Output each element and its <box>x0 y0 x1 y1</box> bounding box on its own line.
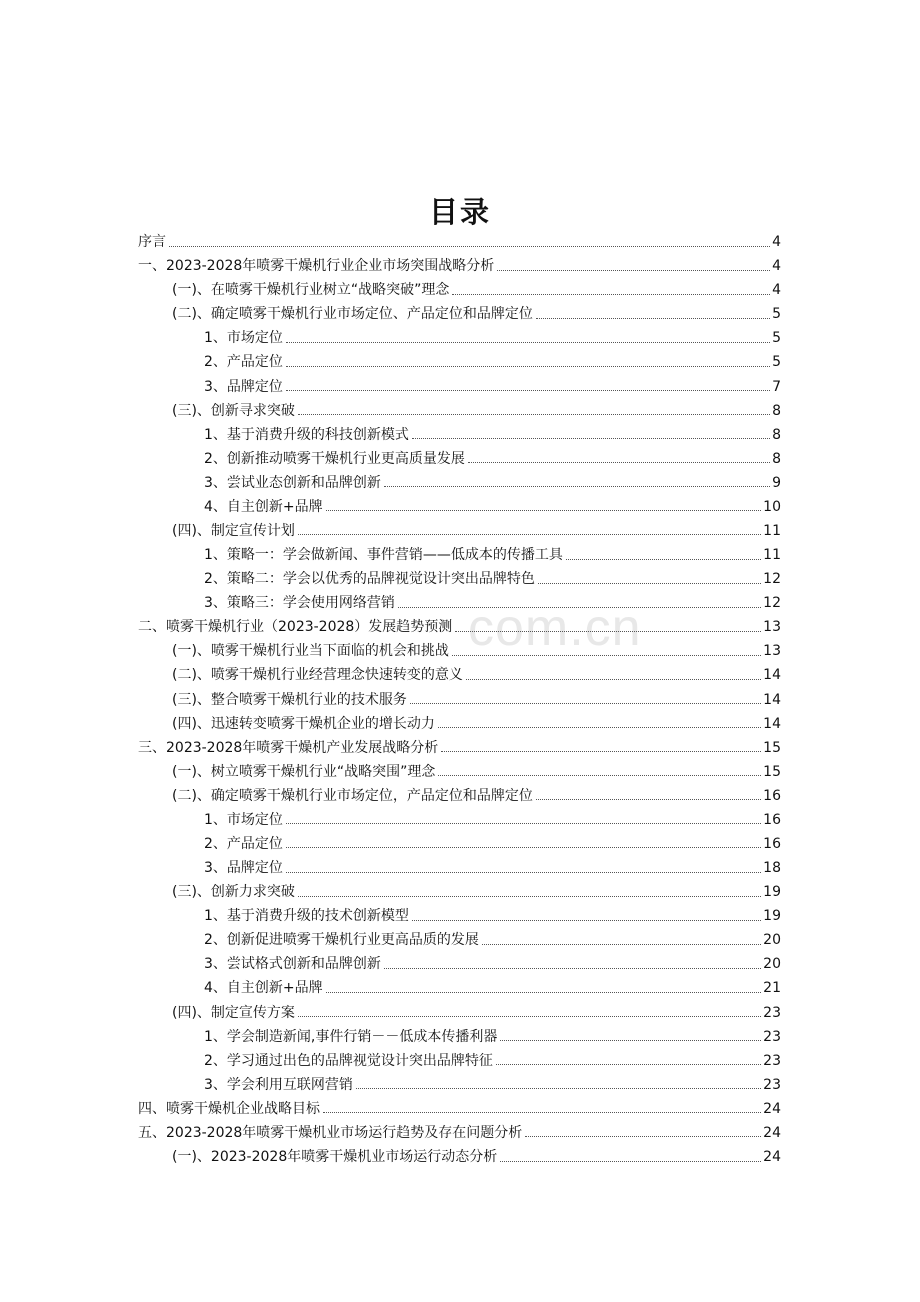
toc-entry-page-number: 20 <box>763 956 781 973</box>
toc-entry-label: 2、创新推动喷雾干燥机行业更高质量发展 <box>204 450 465 467</box>
toc-entry-page-number: 20 <box>763 932 781 949</box>
toc-leader-dots <box>286 823 761 824</box>
toc-entry-page-number: 24 <box>763 1100 781 1117</box>
toc-leader-dots <box>384 486 770 487</box>
toc-leader-dots <box>298 1016 761 1017</box>
toc-entry-page-number: 8 <box>772 402 781 419</box>
toc-entry[interactable] <box>138 350 781 374</box>
page-title: 目录 <box>428 195 491 229</box>
toc-entry-label: 4、自主创新+品牌 <box>204 980 323 997</box>
toc-leader-dots <box>566 559 761 560</box>
toc-entry-page-number: 24 <box>763 1124 781 1141</box>
toc-entry-page-number: 11 <box>763 522 781 539</box>
toc-leader-dots <box>452 655 761 656</box>
toc-leader-dots <box>497 270 770 271</box>
toc-entry[interactable] <box>138 1121 781 1145</box>
toc-entry-page-number: 9 <box>772 474 781 491</box>
toc-entry-page-number: 4 <box>772 258 781 275</box>
toc-leader-dots <box>286 872 761 873</box>
toc-leader-dots <box>500 1040 761 1041</box>
toc-entry[interactable] <box>138 447 781 471</box>
toc-leader-dots <box>412 920 761 921</box>
toc-entry-label: (一)、喷雾干燥机行业当下面临的机会和挑战 <box>172 643 449 660</box>
toc-entry[interactable] <box>138 976 781 1000</box>
toc-entry-label: 3、策略三：学会使用网络营销 <box>204 595 395 612</box>
toc-entry-label: 三、2023-2028年喷雾干燥机产业发展战略分析 <box>138 739 439 756</box>
toc-leader-dots <box>496 1064 761 1065</box>
toc-leader-dots <box>438 727 761 728</box>
toc-entry[interactable] <box>138 1001 781 1025</box>
toc-entry[interactable] <box>138 1025 781 1049</box>
toc-entry[interactable] <box>138 254 781 278</box>
table-of-contents <box>138 230 781 1169</box>
toc-entry-label: 1、学会制造新闻,事件行销－－低成本传播利器 <box>204 1028 498 1045</box>
toc-entry[interactable] <box>138 374 781 398</box>
toc-entry[interactable] <box>138 1049 781 1073</box>
toc-entry-label: (一)、树立喷雾干燥机行业“战略突围”理念 <box>172 763 436 780</box>
toc-entry-label: 1、基于消费升级的科技创新模式 <box>204 426 409 443</box>
toc-entry[interactable] <box>138 952 781 976</box>
toc-leader-dots <box>286 366 770 367</box>
toc-entry-page-number: 12 <box>763 595 781 612</box>
toc-leader-dots <box>286 342 770 343</box>
toc-entry[interactable] <box>138 567 781 591</box>
toc-entry-page-number: 11 <box>763 547 781 564</box>
toc-entry-page-number: 23 <box>763 1076 781 1093</box>
toc-entry-page-number: 15 <box>763 739 781 756</box>
toc-entry-label: (一)、在喷雾干燥机行业树立“战略突破”理念 <box>172 282 450 299</box>
toc-entry[interactable] <box>138 687 781 711</box>
toc-leader-dots <box>384 968 761 969</box>
toc-entry-label: 1、基于消费升级的技术创新模型 <box>204 908 409 925</box>
toc-leader-dots <box>298 896 761 897</box>
toc-entry-page-number: 12 <box>763 571 781 588</box>
toc-leader-dots <box>468 462 770 463</box>
toc-leader-dots <box>482 944 761 945</box>
toc-leader-dots <box>326 992 762 993</box>
toc-entry-page-number: 21 <box>763 980 781 997</box>
toc-leader-dots <box>286 390 770 391</box>
toc-entry-label: 2、产品定位 <box>204 354 283 371</box>
toc-entry-page-number: 23 <box>763 1004 781 1021</box>
toc-entry-page-number: 19 <box>763 908 781 925</box>
toc-entry-page-number: 4 <box>772 282 781 299</box>
toc-leader-dots <box>536 799 761 800</box>
watermark-text: com.cn <box>468 599 642 657</box>
toc-entry-label: 1、市场定位 <box>204 811 283 828</box>
toc-entry-page-number: 13 <box>763 643 781 660</box>
toc-entry-label: 序言 <box>138 234 166 251</box>
toc-leader-dots <box>452 294 770 295</box>
toc-entry-label: (三)、整合喷雾干燥机行业的技术服务 <box>172 691 407 708</box>
toc-entry-label: 2、策略二：学会以优秀的品牌视觉设计突出品牌特色 <box>204 571 535 588</box>
toc-entry[interactable] <box>138 495 781 519</box>
toc-entry-page-number: 13 <box>763 619 781 636</box>
toc-entry-page-number: 19 <box>763 884 781 901</box>
toc-entry[interactable] <box>138 471 781 495</box>
toc-entry[interactable] <box>138 904 781 928</box>
toc-entry-page-number: 15 <box>763 763 781 780</box>
toc-entry[interactable] <box>138 1097 781 1121</box>
toc-entry-label: (四)、制定宣传方案 <box>172 1004 295 1021</box>
toc-entry-page-number: 16 <box>763 787 781 804</box>
toc-entry[interactable] <box>138 230 781 254</box>
toc-entry[interactable] <box>138 856 781 880</box>
toc-entry-page-number: 10 <box>763 498 781 515</box>
toc-entry-label: (四)、制定宣传计划 <box>172 522 295 539</box>
toc-entry[interactable] <box>138 808 781 832</box>
toc-leader-dots <box>536 318 770 319</box>
toc-entry[interactable] <box>138 399 781 423</box>
toc-entry-label: (二)、确定喷雾干燥机行业市场定位，产品定位和品牌定位 <box>172 787 533 804</box>
toc-entry[interactable] <box>138 302 781 326</box>
toc-entry-label: (二)、确定喷雾干燥机行业市场定位、产品定位和品牌定位 <box>172 306 533 323</box>
toc-leader-dots <box>326 510 762 511</box>
toc-entry[interactable] <box>138 784 781 808</box>
toc-leader-dots <box>298 534 761 535</box>
toc-entry-page-number: 8 <box>772 426 781 443</box>
toc-entry[interactable] <box>138 423 781 447</box>
toc-entry-page-number: 18 <box>763 860 781 877</box>
toc-leader-dots <box>410 703 761 704</box>
toc-leader-dots <box>323 1112 761 1113</box>
toc-leader-dots <box>525 1136 761 1137</box>
toc-entry-label: (二)、喷雾干燥机行业经营理念快速转变的意义 <box>172 667 463 684</box>
toc-entry-page-number: 5 <box>772 354 781 371</box>
toc-entry[interactable] <box>138 326 781 350</box>
toc-entry-label: 四、喷雾干燥机企业战略目标 <box>138 1100 320 1117</box>
toc-entry[interactable] <box>138 880 781 904</box>
toc-entry-label: 2、学习通过出色的品牌视觉设计突出品牌特征 <box>204 1052 493 1069</box>
toc-entry-label: 3、学会利用互联网营销 <box>204 1076 353 1093</box>
toc-entry[interactable] <box>138 663 781 687</box>
toc-entry-label: (四)、迅速转变喷雾干燥机企业的增长动力 <box>172 715 435 732</box>
toc-leader-dots <box>441 751 761 752</box>
toc-entry-label: (三)、创新寻求突破 <box>172 402 295 419</box>
toc-leader-dots <box>298 414 770 415</box>
toc-leader-dots <box>356 1088 761 1089</box>
toc-leader-dots <box>438 775 761 776</box>
toc-entry-page-number: 7 <box>772 378 781 395</box>
toc-entry-label: 3、品牌定位 <box>204 860 283 877</box>
toc-leader-dots <box>500 1161 761 1162</box>
toc-entry-label: 2、产品定位 <box>204 835 283 852</box>
toc-entry-page-number: 23 <box>763 1052 781 1069</box>
toc-entry[interactable] <box>138 760 781 784</box>
toc-entry-label: (三)、创新力求突破 <box>172 884 295 901</box>
toc-entry-label: (一)、2023-2028年喷雾干燥机业市场运行动态分析 <box>172 1149 498 1165</box>
toc-entry[interactable] <box>138 832 781 856</box>
toc-entry[interactable] <box>138 519 781 543</box>
toc-entry[interactable] <box>138 736 781 760</box>
toc-entry[interactable] <box>138 1073 781 1097</box>
toc-entry[interactable] <box>138 928 781 952</box>
toc-entry-label: 2、创新促进喷雾干燥机行业更高品质的发展 <box>204 932 479 949</box>
toc-entry-page-number: 14 <box>763 667 781 684</box>
toc-leader-dots <box>286 847 761 848</box>
toc-leader-dots <box>466 679 761 680</box>
toc-entry[interactable] <box>138 278 781 302</box>
toc-leader-dots <box>538 583 761 584</box>
toc-entry[interactable] <box>138 639 781 663</box>
toc-entry-label: 3、品牌定位 <box>204 378 283 395</box>
toc-leader-dots <box>455 631 761 632</box>
toc-entry-page-number: 14 <box>763 715 781 732</box>
toc-entry-page-number: 16 <box>763 811 781 828</box>
toc-entry-label: 1、市场定位 <box>204 330 283 347</box>
toc-entry[interactable] <box>138 615 781 639</box>
toc-entry[interactable] <box>138 712 781 736</box>
toc-entry-label: 3、尝试业态创新和品牌创新 <box>204 474 381 491</box>
toc-entry-page-number: 14 <box>763 691 781 708</box>
toc-entry[interactable] <box>138 1145 781 1169</box>
toc-entry-page-number: 5 <box>772 330 781 347</box>
toc-entry-label: 一、2023-2028年喷雾干燥机行业企业市场突围战略分析 <box>138 258 495 275</box>
toc-entry-page-number: 16 <box>763 835 781 852</box>
toc-entry-label: 4、自主创新+品牌 <box>204 498 323 515</box>
toc-entry-label: 3、尝试格式创新和品牌创新 <box>204 956 381 973</box>
toc-entry-page-number: 5 <box>772 306 781 323</box>
toc-leader-dots <box>412 438 770 439</box>
toc-entry-page-number: 8 <box>772 450 781 467</box>
toc-entry-page-number: 4 <box>772 234 781 251</box>
toc-entry-label: 二、喷雾干燥机行业（2023-2028）发展趋势预测 <box>138 619 453 636</box>
toc-leader-dots <box>398 607 761 608</box>
toc-entry-label: 五、2023-2028年喷雾干燥机业市场运行趋势及存在问题分析 <box>138 1124 523 1141</box>
toc-entry[interactable] <box>138 591 781 615</box>
toc-entry[interactable] <box>138 543 781 567</box>
toc-entry-page-number: 23 <box>763 1028 781 1045</box>
toc-leader-dots <box>169 246 770 247</box>
toc-entry-page-number: 24 <box>763 1149 781 1165</box>
toc-entry-label: 1、策略一：学会做新闻、事件营销——低成本的传播工具 <box>204 547 563 564</box>
